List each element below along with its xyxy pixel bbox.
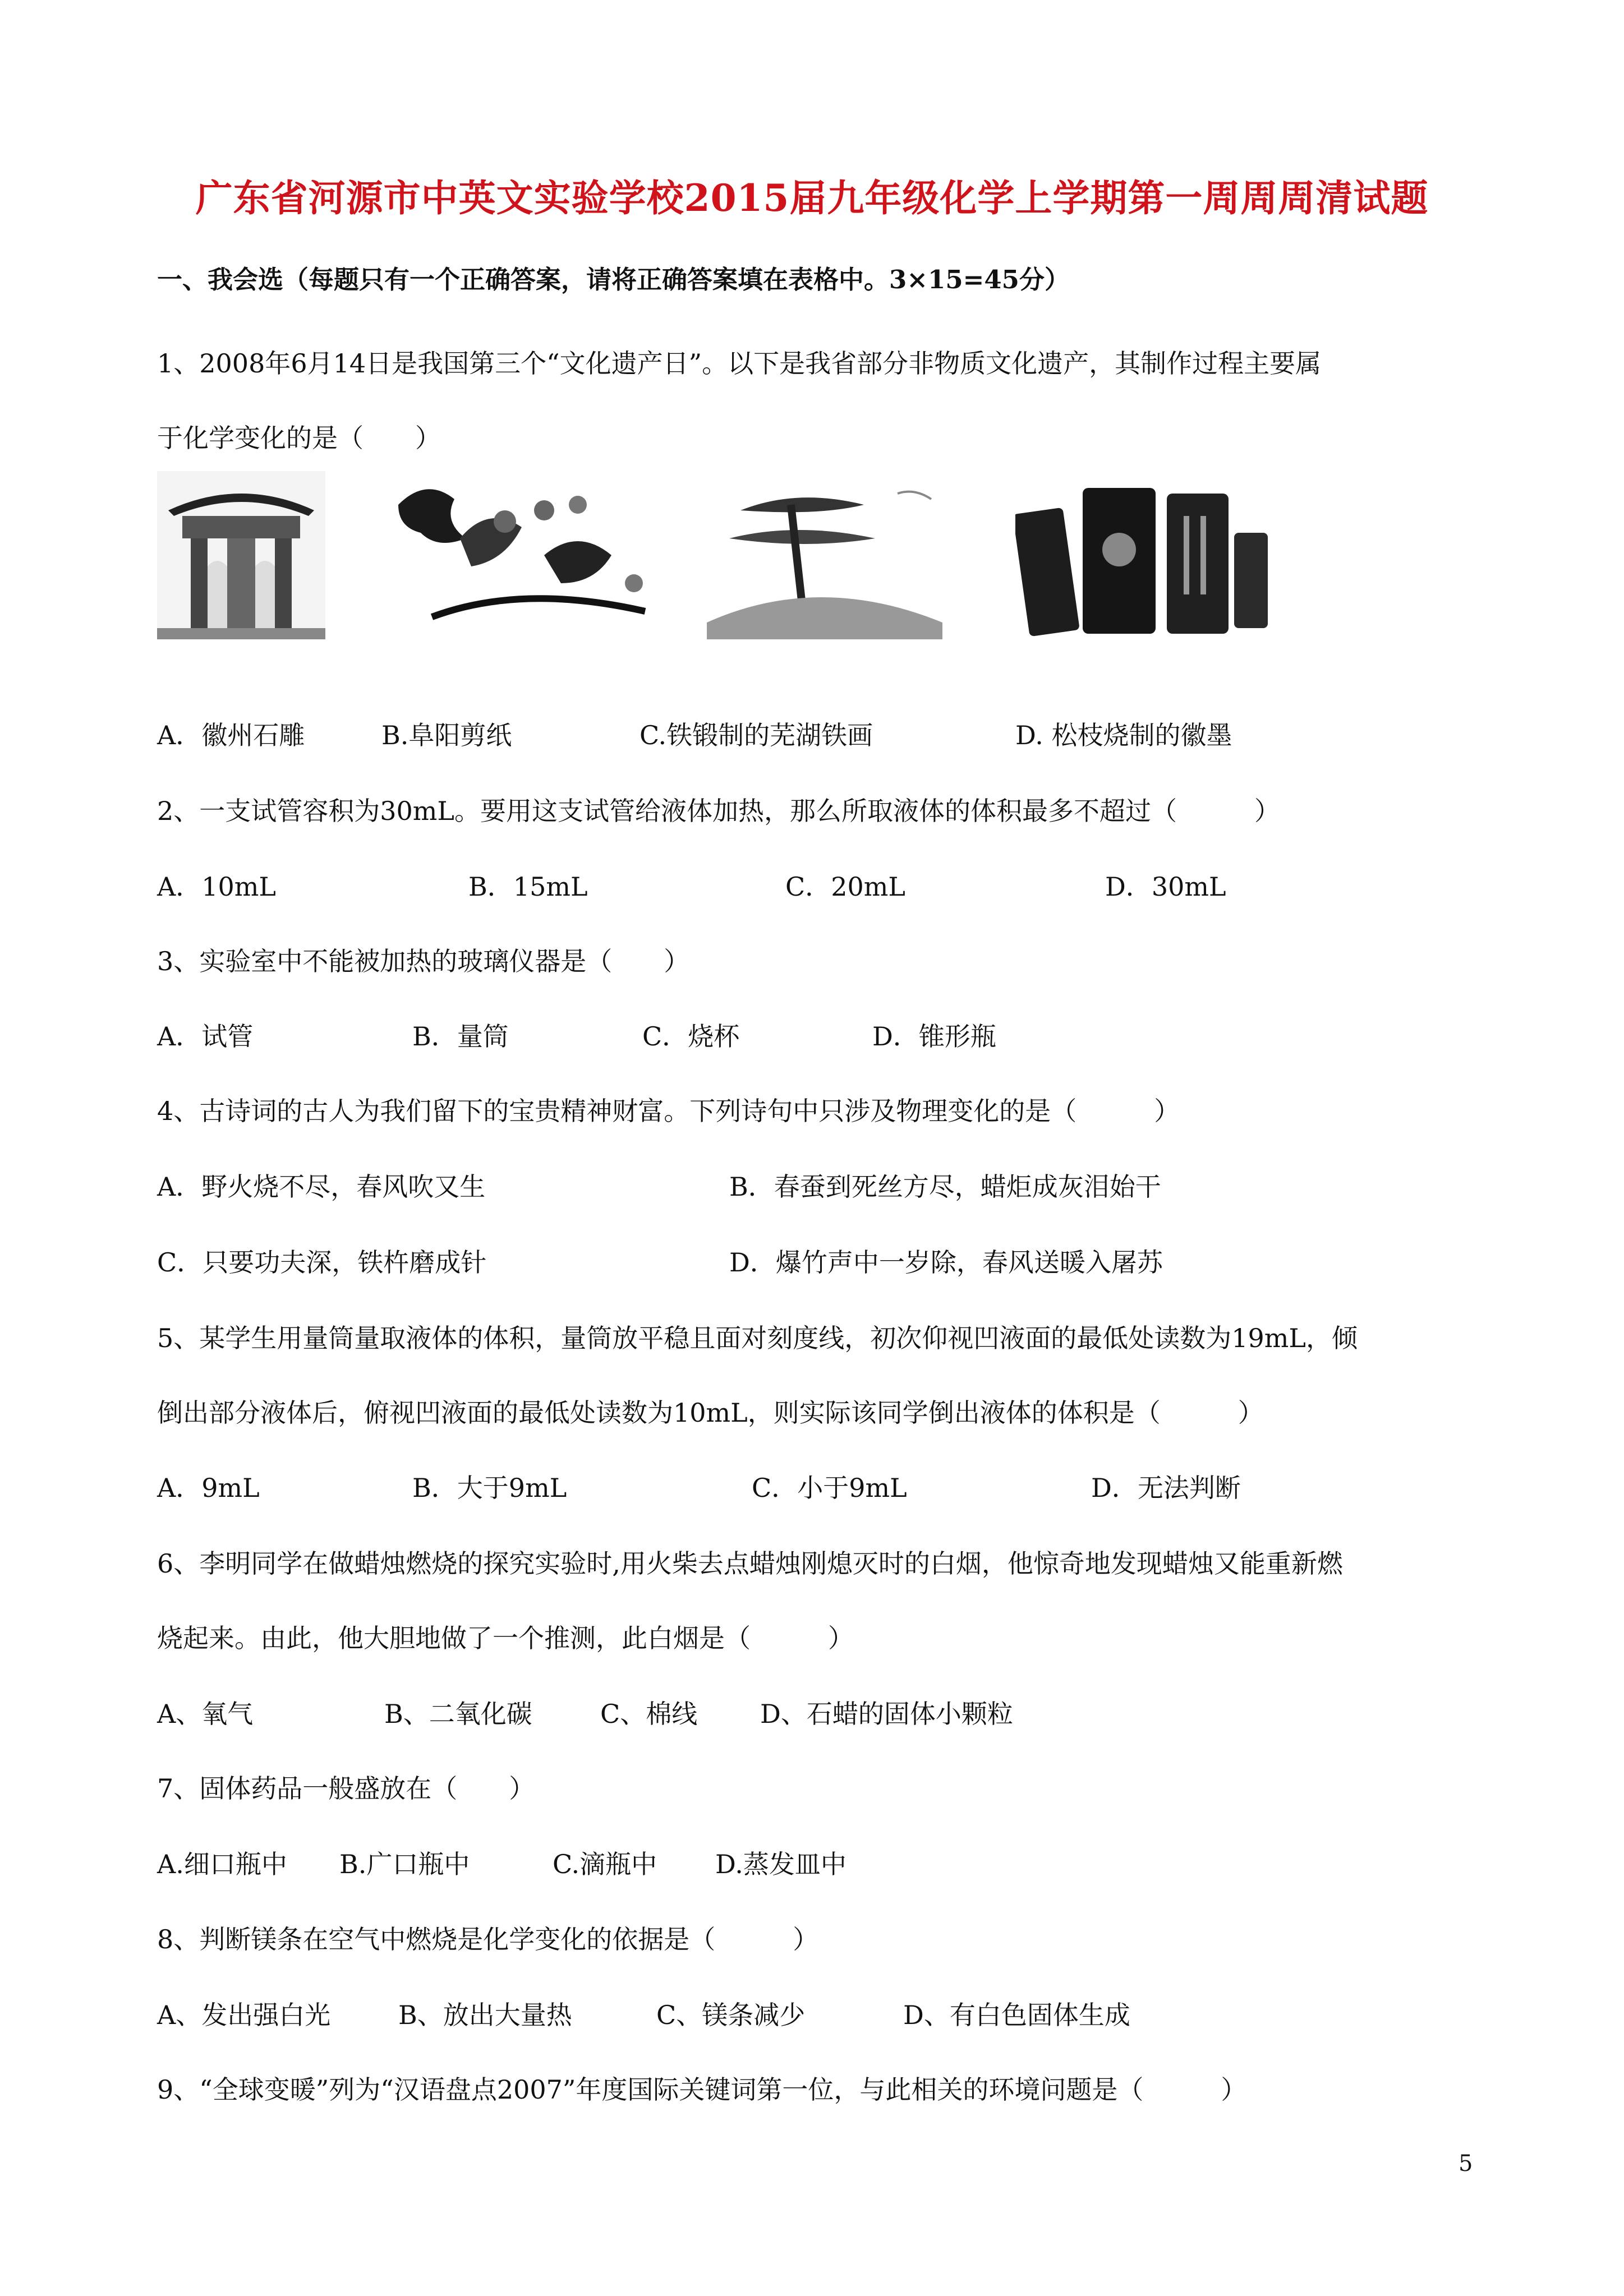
question-2-option-c: C．20mL: [785, 872, 905, 902]
question-7-option-d: D.蒸发皿中: [715, 1849, 846, 1879]
question-8-option-a: A、发出强白光: [157, 2000, 331, 2030]
section-heading: 一、我会选（每题只有一个正确答案，请将正确答案填在表格中。3×15=45分）: [157, 265, 1070, 294]
question-2-option-b: B．15mL: [468, 872, 588, 902]
question-1-option-c: C.铁锻制的芜湖铁画: [640, 720, 873, 750]
question-7-line-1: 7、固体药品一般盛放在（ ）: [157, 1773, 535, 1804]
question-6-option-b: B、二氧化碳: [384, 1699, 532, 1729]
question-4-option-c: C．只要功夫深，铁杵磨成针: [157, 1247, 487, 1278]
question-4-line-1: 4、古诗词的古人为我们留下的宝贵精神财富。下列诗句中只涉及物理变化的是（ ）: [157, 1096, 1180, 1126]
question-5-option-b: B．大于9mL: [412, 1473, 567, 1503]
question-3-option-c: C．烧杯: [642, 1021, 740, 1052]
question-5-line-2: 倒出部分液体后，俯视凹液面的最低处读数为10mL，则实际该同学倒出液体的体积是（ ）: [157, 1398, 1264, 1428]
question-5-line-1: 5、某学生用量筒量取液体的体积，量筒放平稳且面对刻度线，初次仰视凹液面的最低处读数为19mL，倾: [157, 1323, 1358, 1353]
question-6-option-c: C、棉线: [600, 1699, 698, 1729]
question-1-option-b: B.阜阳剪纸: [381, 720, 512, 750]
question-1-option-a: A．徽州石雕: [157, 720, 305, 750]
question-1-option-d: D. 松枝烧制的徽墨: [1015, 720, 1232, 750]
question-5-option-c: C．小于9mL: [752, 1473, 907, 1503]
question-1-line-2: 于化学变化的是（ ）: [157, 423, 441, 453]
question-4-option-d: D．爆竹声中一岁除，春风送暖入屠苏: [729, 1247, 1163, 1278]
question-7-option-a: A.细口瓶中: [157, 1849, 287, 1879]
question-1-line-1: 1、2008年6月14日是我国第三个“文化遗产日”。以下是我省部分非物质文化遗产，其制作过程主要属: [157, 348, 1322, 379]
question-2-option-d: D．30mL: [1105, 872, 1226, 902]
question-6-option-d: D、石蜡的固体小颗粒: [760, 1699, 1013, 1729]
question-6-line-1: 6、李明同学在做蜡烛燃烧的探究实验时,用火柴去点蜡烛刚熄灭时的白烟，他惊奇地发现蜡烛又能重新燃: [157, 1548, 1343, 1579]
question-2-option-a: A．10mL: [157, 872, 276, 902]
page-number: 5: [1459, 2151, 1473, 2177]
question-1-images: [157, 471, 1279, 656]
iron-painting-image: [707, 471, 942, 639]
question-5-option-a: A．9mL: [157, 1473, 260, 1503]
question-9-line-1: 9、“全球变暖”列为“汉语盘点2007”年度国际关键词第一位，与此相关的环境问题是（ ）: [157, 2074, 1247, 2105]
document-title: 广东省河源市中英文实验学校2015届九年级化学上学期第一周周周清试题: [195, 176, 1429, 220]
question-3-option-d: D．锥形瓶: [872, 1021, 996, 1052]
question-8-line-1: 8、判断镁条在空气中燃烧是化学变化的依据是（ ）: [157, 1924, 819, 1954]
ink-stick-image: [1015, 471, 1273, 639]
question-4-option-a: A．野火烧不尽，春风吹又生: [157, 1172, 486, 1202]
question-3-option-b: B．量筒: [412, 1021, 509, 1052]
question-5-option-d: D．无法判断: [1091, 1473, 1241, 1503]
question-3-line-1: 3、实验室中不能被加热的玻璃仪器是（ ）: [157, 946, 690, 976]
question-7-option-c: C.滴瓶中: [553, 1849, 657, 1879]
question-6-option-a: A、氧气: [157, 1699, 254, 1729]
stone-arch-image: [157, 471, 325, 639]
question-8-option-d: D、有白色固体生成: [903, 2000, 1130, 2030]
paper-cut-image: [376, 471, 668, 639]
question-2-line-1: 2、一支试管容积为30mL。要用这支试管给液体加热，那么所取液体的体积最多不超过（ ）: [157, 796, 1280, 826]
question-8-option-c: C、镁条减少: [656, 2000, 806, 2030]
question-8-option-b: B、放出大量热: [398, 2000, 572, 2030]
question-3-option-a: A．试管: [157, 1021, 254, 1052]
question-4-option-b: B．春蚕到死丝方尽，蜡炬成灰泪始干: [729, 1172, 1161, 1202]
question-6-line-2: 烧起来。由此，他大胆地做了一个推测，此白烟是（ ）: [157, 1623, 854, 1653]
question-7-option-b: B.广口瓶中: [339, 1849, 470, 1879]
